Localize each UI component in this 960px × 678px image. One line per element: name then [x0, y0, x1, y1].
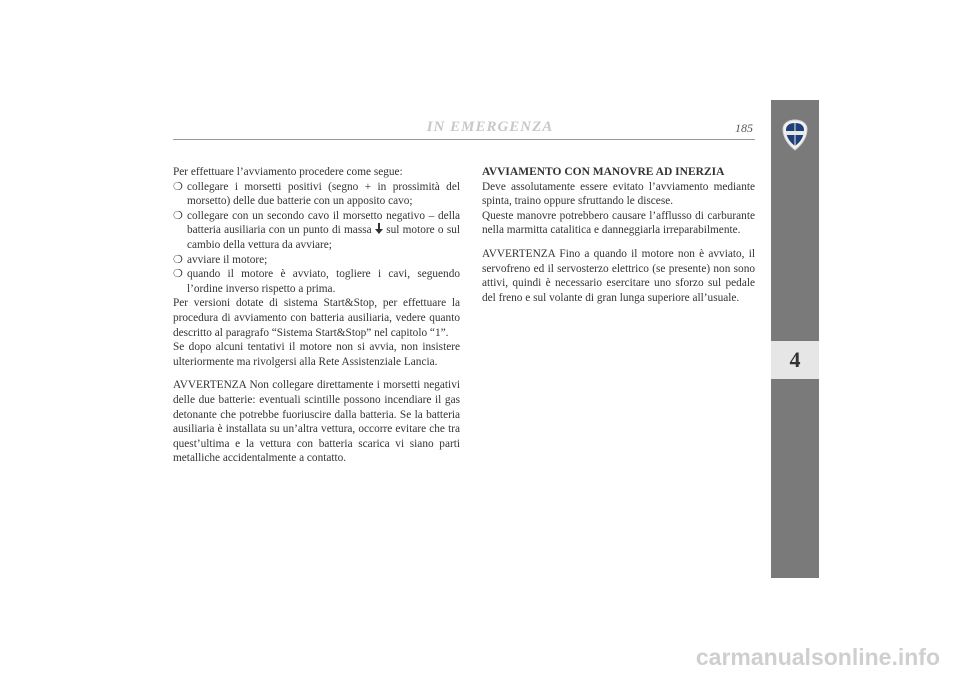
watermark: carmanualsonline.info — [695, 644, 940, 670]
chapter-number: 4 — [771, 341, 819, 379]
list-item — [173, 180, 460, 209]
paragraph: Queste manovre potrebbero causare l’afflusso di carburante nella marmitta catalitica e danneggiarla irreparabilmente. — [482, 209, 755, 237]
section-title: IN EMERGENZA — [426, 119, 554, 135]
bullet-circle-icon: ❍ — [173, 180, 183, 193]
intro-text: Per effettuare l’avviamento procedere come segue: — [173, 166, 403, 178]
warning-paragraph: AVVERTENZA Non collegare direttamente i morsetti negativi delle due batterie: eventuali scintille possono incendiare il gas detonante che potrebbe fuoriuscire dalla batteria. Se la batteria ausiliaria è installata su un’altra vettura, occorre evitare che tra quest’ultima e la vettura con batteria scarica vi siano parti metalliche accidentalmente a contatto. — [173, 379, 460, 465]
right-column — [482, 165, 755, 305]
list-item-text: sul motore o sul cambio della vettura da avviare; — [187, 224, 461, 251]
page-number: 185 — [735, 121, 753, 135]
bullet-circle-icon: ❍ — [173, 209, 183, 222]
ground-symbol-icon — [375, 223, 383, 234]
lancia-shield-icon — [781, 119, 809, 151]
chapter-side-tab — [771, 100, 819, 578]
list-item-text: avviare il motore; — [187, 253, 268, 266]
header-divider — [173, 139, 755, 140]
spacer — [173, 369, 460, 378]
list-item-text: collegare con un secondo cavo il morsetto negativo – — [187, 209, 435, 222]
assistance-paragraph: Se dopo alcuni tentativi il motore non si avvia, non insistere ulteriormente ma rivolgersi alla Rete Assistenziale Lancia. — [173, 341, 460, 368]
bullet-circle-icon: ❍ — [173, 268, 183, 281]
list-item-text: collegare i morsetti positivi (segno + in prossimità del morsetto) delle due batterie con un apposito cavo; — [187, 180, 460, 208]
startstop-paragraph: Per versioni dotate di sistema Start&Stop, per effettuare la procedura di avviamento con batteria ausiliaria, vedere quanto descritto al paragrafo “Sistema Start&Stop” nel capitolo “1”. — [173, 297, 460, 339]
bullet-circle-icon: ❍ — [173, 253, 183, 266]
list-item-text: quando il motore è avviato, togliere i cavi, seguendo l’ordine inverso rispetto a prima. — [187, 268, 460, 295]
paragraph: Deve assolutamente essere evitato l’avviamento mediante spinta, traino oppure sfruttando le discese. — [482, 180, 755, 208]
section-heading: AVVIAMENTO CON MANOVRE AD INERZIA — [482, 166, 725, 178]
warning-paragraph: AVVERTENZA Fino a quando il motore non è avviato, il servofreno ed il servosterzo elettrico (se presente) non sono attivi, quindi è necessario esercitare uno sforzo sul pedale del freno e sul volante di gran lunga superiore all’usuale. — [482, 247, 755, 304]
list-item — [173, 267, 460, 296]
left-column — [173, 165, 460, 466]
list-item — [173, 209, 460, 253]
spacer — [482, 238, 755, 247]
list-item — [173, 253, 460, 268]
list-item-text: della batteria ausiliaria con un punto di massa — [187, 209, 460, 237]
